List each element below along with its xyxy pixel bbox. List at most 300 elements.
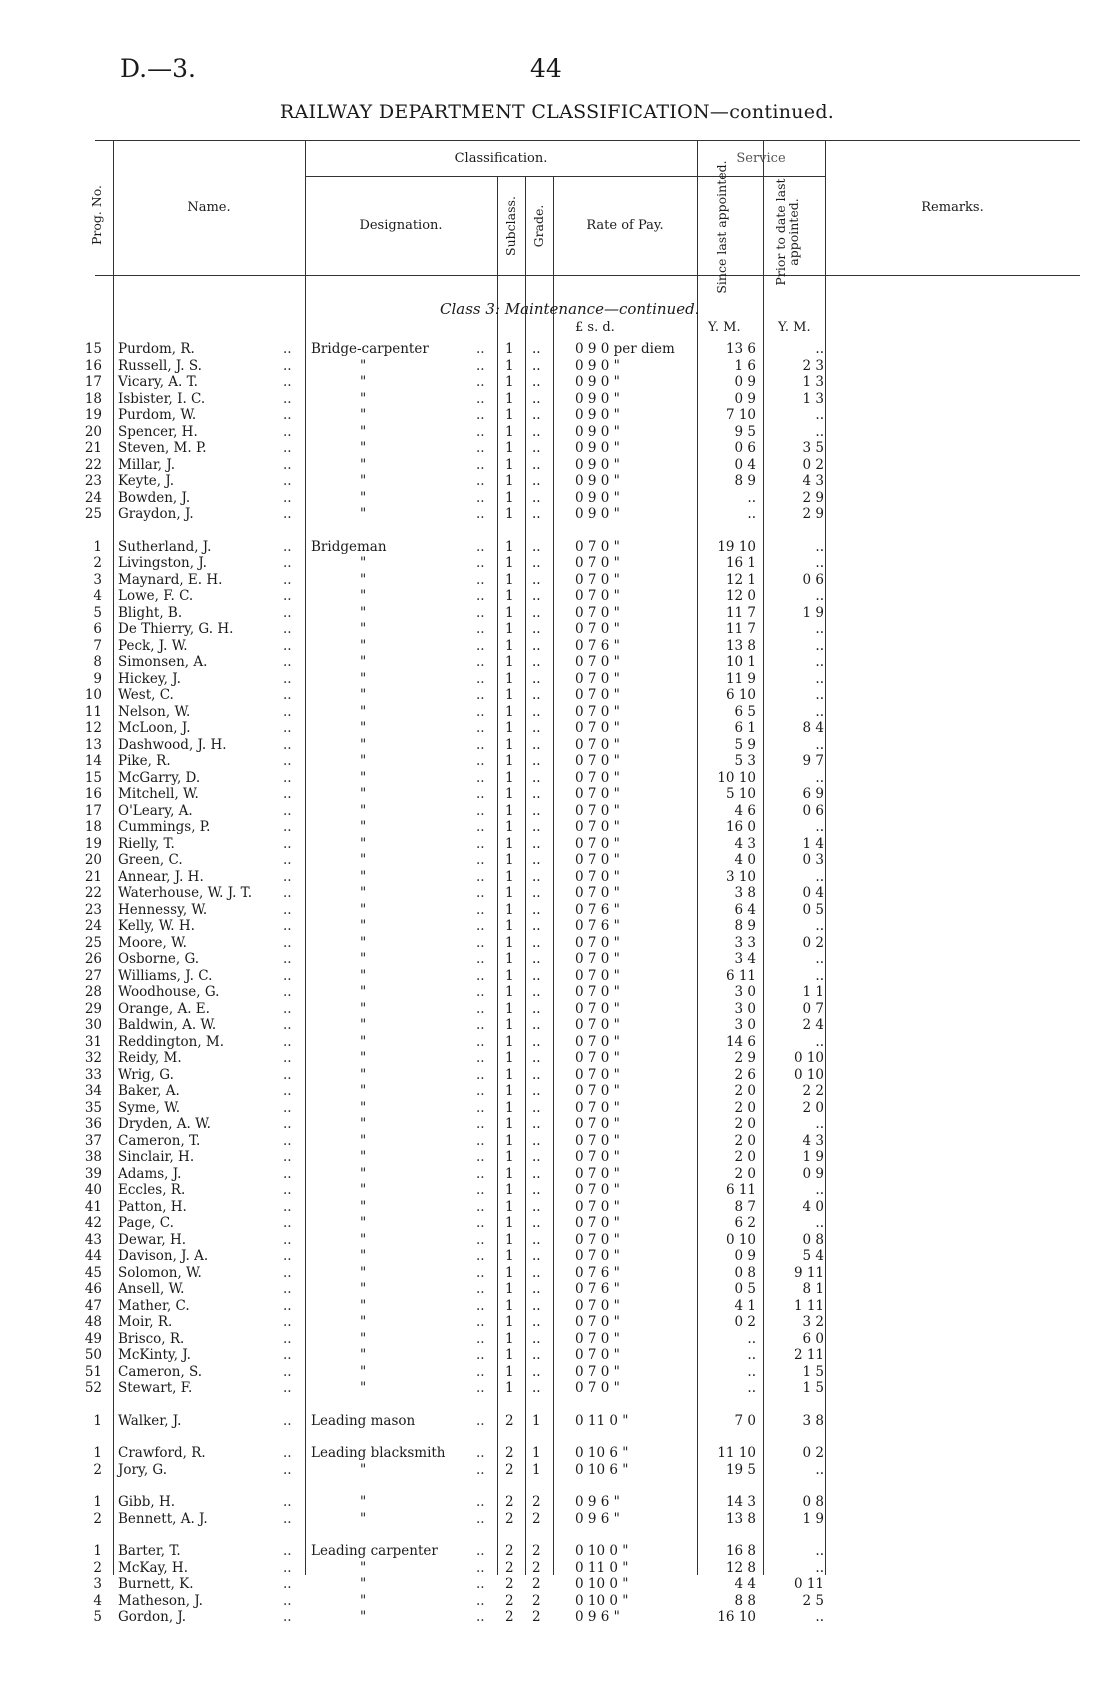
cell-des: ": [360, 571, 367, 588]
name-leader-dots: ..: [283, 1066, 292, 1083]
col-header-designation: Designation.: [359, 218, 443, 233]
cell-rate: 0 7 6 ": [575, 918, 620, 934]
cell-des: ": [360, 1461, 367, 1478]
cell-rate: 0 7 0 ": [575, 1314, 620, 1330]
cell-grade: ..: [532, 341, 541, 357]
designation-leader-dots: ..: [476, 1248, 485, 1264]
cell-n: 28: [84, 984, 102, 1000]
cell-rate: 0 7 0 ": [575, 1066, 620, 1083]
cell-prior: ..: [815, 769, 824, 786]
designation-leader-dots: ..: [476, 489, 485, 506]
cell-rate: 0 7 0 ": [575, 538, 620, 555]
cell-prior: ..: [815, 423, 824, 440]
cell-prior: 0 9: [802, 1165, 824, 1182]
name-leader-dots: ..: [283, 736, 292, 753]
cell-des: ": [360, 390, 367, 407]
designation-leader-dots: ..: [476, 1017, 485, 1033]
cell-name: Barter, T.: [118, 1543, 181, 1559]
cell-rate: 0 7 0 ": [575, 868, 620, 885]
cell-n: 5: [93, 1609, 102, 1625]
cell-grade: ..: [532, 769, 541, 786]
cell-prior: 9 7: [802, 753, 824, 769]
cell-name: Osborne, G.: [118, 951, 200, 967]
cell-grade: ..: [532, 1231, 541, 1248]
cell-n: 21: [84, 440, 102, 456]
name-leader-dots: ..: [283, 1445, 292, 1461]
designation-leader-dots: ..: [476, 1066, 485, 1083]
designation-leader-dots: ..: [476, 456, 485, 473]
cell-prior: 1 3: [802, 374, 824, 390]
cell-sub: 1: [505, 1099, 514, 1116]
cell-prior: 2 4: [802, 1017, 824, 1033]
cell-sub: 1: [505, 1198, 514, 1215]
cell-des: ": [360, 1347, 367, 1363]
cell-rate: 0 7 0 ": [575, 934, 620, 951]
designation-leader-dots: ..: [476, 670, 485, 687]
cell-name: Vicary, A. T.: [118, 374, 198, 390]
cell-name: Bowden, J.: [118, 489, 191, 506]
cell-n: 1: [93, 538, 102, 555]
table-row: [0, 687, 1114, 703]
cell-prior: ..: [815, 621, 824, 637]
cell-since: 9 5: [734, 423, 756, 440]
cell-prior: ..: [815, 1033, 824, 1050]
cell-prior: ..: [815, 538, 824, 555]
cell-since: 4 4: [734, 1576, 756, 1592]
table-row: [0, 852, 1114, 868]
cell-prior: 2 2: [802, 1083, 824, 1099]
cell-name: Davison, J. A.: [118, 1248, 209, 1264]
table-row: [0, 819, 1114, 835]
name-leader-dots: ..: [283, 918, 292, 934]
name-leader-dots: ..: [283, 885, 292, 901]
cell-grade: ..: [532, 934, 541, 951]
cell-rate: 0 7 0 ": [575, 670, 620, 687]
cell-des: ": [360, 984, 367, 1000]
cell-grade: ..: [532, 703, 541, 720]
cell-since: 16 0: [725, 819, 756, 835]
table-row: [0, 951, 1114, 967]
cell-des: ": [360, 1017, 367, 1033]
cell-rate: 0 7 0 ": [575, 802, 620, 819]
table-row: [0, 341, 1114, 357]
table-row: [0, 555, 1114, 571]
name-leader-dots: ..: [283, 1412, 292, 1429]
cell-rate: 0 7 0 ": [575, 786, 620, 802]
cell-n: 22: [84, 456, 102, 473]
cell-sub: 1: [505, 1330, 514, 1347]
cell-grade: ..: [532, 1281, 541, 1297]
cell-rate: 0 7 0 ": [575, 604, 620, 621]
cell-n: 48: [84, 1314, 102, 1330]
cell-n: 43: [84, 1231, 102, 1248]
cell-since: 13 6: [725, 341, 756, 357]
table-row: [0, 902, 1114, 918]
cell-prior: 0 10: [793, 1066, 824, 1083]
cell-n: 22: [84, 885, 102, 901]
cell-des: ": [360, 901, 367, 918]
cell-prior: 0 2: [802, 1445, 824, 1461]
cell-des: ": [360, 1132, 367, 1149]
cell-sub: 1: [505, 1281, 514, 1297]
designation-leader-dots: ..: [476, 423, 485, 440]
cell-rate: 0 7 0 ": [575, 967, 620, 984]
cell-name: Dashwood, J. H.: [118, 736, 227, 753]
cell-n: 15: [84, 769, 102, 786]
table-row: [0, 424, 1114, 440]
cell-prior: 1 9: [802, 1510, 824, 1527]
cell-name: Pike, R.: [118, 753, 171, 769]
cell-des: ": [360, 1264, 367, 1281]
cell-des: ": [360, 588, 367, 604]
cell-des: ": [360, 885, 367, 901]
cell-rate: 0 9 6 ": [575, 1510, 620, 1527]
designation-leader-dots: ..: [476, 637, 485, 654]
cell-prior: ..: [815, 1543, 824, 1559]
cell-rate: 0 7 0 ": [575, 951, 620, 967]
name-leader-dots: ..: [283, 473, 292, 489]
cell-since: 10 10: [717, 769, 756, 786]
name-leader-dots: ..: [283, 1576, 292, 1592]
cell-grade: ..: [532, 621, 541, 637]
cell-name: Dewar, H.: [118, 1231, 187, 1248]
cell-name: Hickey, J.: [118, 670, 181, 687]
cell-n: 18: [84, 390, 102, 407]
cell-name: Lowe, F. C.: [118, 588, 194, 604]
cell-des: ": [360, 951, 367, 967]
cell-grade: ..: [532, 374, 541, 390]
cell-prior: 5 4: [802, 1248, 824, 1264]
cell-sub: 2: [505, 1510, 514, 1527]
cell-n: 14: [84, 753, 102, 769]
name-leader-dots: ..: [283, 1297, 292, 1314]
cell-rate: 0 7 0 ": [575, 1132, 620, 1149]
cell-des: ": [360, 1609, 367, 1625]
cell-des: ": [360, 1083, 367, 1099]
cell-since: 0 2: [734, 1314, 756, 1330]
cell-des: ": [360, 473, 367, 489]
cell-since: 0 9: [734, 1248, 756, 1264]
cell-sub: 1: [505, 390, 514, 407]
cell-n: 18: [84, 819, 102, 835]
cell-since: 12 1: [725, 571, 756, 588]
cell-sub: 1: [505, 604, 514, 621]
name-leader-dots: ..: [283, 1510, 292, 1527]
name-leader-dots: ..: [283, 1215, 292, 1231]
cell-sub: 2: [505, 1592, 514, 1609]
cell-rate: 0 10 0 ": [575, 1592, 629, 1609]
cell-name: Baldwin, A. W.: [118, 1017, 217, 1033]
cell-n: 1: [93, 1445, 102, 1461]
cell-rate: 0 7 0 ": [575, 769, 620, 786]
table-row: [0, 918, 1114, 934]
cell-name: Nelson, W.: [118, 703, 191, 720]
cell-des: ": [360, 703, 367, 720]
designation-leader-dots: ..: [476, 654, 485, 670]
cell-since: 11 7: [725, 621, 756, 637]
name-leader-dots: ..: [283, 984, 292, 1000]
cell-des: ": [360, 967, 367, 984]
designation-leader-dots: ..: [476, 951, 485, 967]
table-row: [0, 473, 1114, 489]
table-row: [0, 1248, 1114, 1264]
cell-since: 16 8: [725, 1543, 756, 1559]
cell-n: 19: [84, 835, 102, 852]
table-row: [0, 1232, 1114, 1248]
name-leader-dots: ..: [283, 802, 292, 819]
name-leader-dots: ..: [283, 1330, 292, 1347]
cell-rate: 0 7 0 ": [575, 1347, 620, 1363]
designation-leader-dots: ..: [476, 1314, 485, 1330]
cell-grade: ..: [532, 984, 541, 1000]
cell-since: 6 11: [725, 967, 756, 984]
name-leader-dots: ..: [283, 1050, 292, 1066]
table-row: [0, 1462, 1114, 1478]
name-leader-dots: ..: [283, 1000, 292, 1017]
cell-sub: 1: [505, 835, 514, 852]
cell-sub: 1: [505, 1264, 514, 1281]
cell-since: 11 7: [725, 604, 756, 621]
cell-n: 36: [84, 1116, 102, 1132]
cell-prior: 4 3: [802, 473, 824, 489]
cell-des: ": [360, 1510, 367, 1527]
cell-prior: 2 0: [802, 1099, 824, 1116]
table-row: [0, 572, 1114, 588]
cell-grade: ..: [532, 868, 541, 885]
table-row: [0, 1593, 1114, 1609]
cell-prior: ..: [815, 687, 824, 703]
designation-leader-dots: ..: [476, 984, 485, 1000]
cell-sub: 1: [505, 769, 514, 786]
name-leader-dots: ..: [283, 1314, 292, 1330]
cell-des: ": [360, 407, 367, 423]
cell-rate: 0 7 0 ": [575, 1116, 620, 1132]
cell-grade: 1: [532, 1412, 541, 1429]
cell-prior: 0 10: [793, 1050, 824, 1066]
cell-sub: 1: [505, 1165, 514, 1182]
designation-leader-dots: ..: [476, 687, 485, 703]
cell-sub: 1: [505, 868, 514, 885]
designation-leader-dots: ..: [476, 1380, 485, 1396]
cell-name: Burnett, K.: [118, 1576, 194, 1592]
cell-sub: 1: [505, 670, 514, 687]
cell-sub: 1: [505, 687, 514, 703]
cell-since: 10 1: [725, 654, 756, 670]
cell-sub: 1: [505, 1347, 514, 1363]
cell-since: ..: [747, 489, 756, 506]
classification-rule: [305, 176, 825, 177]
cell-rate: 0 9 0 ": [575, 374, 620, 390]
cell-rate: 0 7 0 ": [575, 1182, 620, 1198]
cell-since: 3 8: [734, 885, 756, 901]
cell-grade: ..: [532, 819, 541, 835]
cell-since: 8 7: [734, 1198, 756, 1215]
cell-n: 12: [84, 720, 102, 736]
cell-n: 16: [84, 786, 102, 802]
cell-name: Baker, A.: [118, 1083, 180, 1099]
cell-since: 5 10: [725, 786, 756, 802]
cell-n: 51: [84, 1363, 102, 1380]
cell-sub: 1: [505, 1066, 514, 1083]
cell-prior: 9 11: [793, 1264, 824, 1281]
cell-name: Millar, J.: [118, 456, 176, 473]
cell-prior: 3 5: [802, 440, 824, 456]
col-header-prior: Prior to date last appointed.: [773, 178, 801, 286]
cell-n: 37: [84, 1132, 102, 1149]
table-row: [0, 1298, 1114, 1314]
cell-des: ": [360, 357, 367, 374]
cell-rate: 0 7 0 ": [575, 885, 620, 901]
cell-since: 2 0: [734, 1099, 756, 1116]
cell-since: 0 9: [734, 390, 756, 407]
name-leader-dots: ..: [283, 720, 292, 736]
col-header-prog-no: Prog. No.: [89, 184, 104, 246]
cell-des: ": [360, 802, 367, 819]
cell-sub: 1: [505, 967, 514, 984]
name-leader-dots: ..: [283, 1281, 292, 1297]
designation-leader-dots: ..: [476, 1264, 485, 1281]
cell-name: Kelly, W. H.: [118, 918, 195, 934]
cell-name: Waterhouse, W. J. T.: [118, 885, 252, 901]
designation-leader-dots: ..: [476, 918, 485, 934]
cell-des: ": [360, 670, 367, 687]
designation-leader-dots: ..: [476, 786, 485, 802]
name-leader-dots: ..: [283, 819, 292, 835]
table-row: [0, 803, 1114, 819]
cell-sub: 1: [505, 506, 514, 522]
cell-grade: ..: [532, 637, 541, 654]
designation-leader-dots: ..: [476, 1182, 485, 1198]
cell-n: 2: [93, 555, 102, 571]
cell-grade: ..: [532, 753, 541, 769]
name-leader-dots: ..: [283, 852, 292, 868]
cell-n: 8: [93, 654, 102, 670]
cell-since: ..: [747, 1330, 756, 1347]
cell-n: 9: [93, 670, 102, 687]
cell-name: O'Leary, A.: [118, 802, 193, 819]
cell-name: Gordon, J.: [118, 1609, 187, 1625]
cell-name: Reidy, M.: [118, 1050, 182, 1066]
designation-leader-dots: ..: [476, 934, 485, 951]
designation-leader-dots: ..: [476, 1231, 485, 1248]
cell-grade: ..: [532, 604, 541, 621]
cell-rate: 0 7 0 ": [575, 1149, 620, 1165]
name-leader-dots: ..: [283, 621, 292, 637]
cell-prior: 0 11: [793, 1576, 824, 1592]
name-leader-dots: ..: [283, 1116, 292, 1132]
name-leader-dots: ..: [283, 538, 292, 555]
designation-leader-dots: ..: [476, 1609, 485, 1625]
cell-name: Williams, J. C.: [118, 967, 213, 984]
table-row: [0, 704, 1114, 720]
name-leader-dots: ..: [283, 1248, 292, 1264]
cell-sub: 1: [505, 407, 514, 423]
cell-n: 24: [84, 918, 102, 934]
table-row: [0, 1199, 1114, 1215]
cell-sub: 2: [505, 1559, 514, 1576]
cell-rate: 0 7 0 ": [575, 621, 620, 637]
name-leader-dots: ..: [283, 571, 292, 588]
designation-leader-dots: ..: [476, 819, 485, 835]
cell-grade: ..: [532, 1297, 541, 1314]
cell-grade: ..: [532, 835, 541, 852]
cell-prior: 0 5: [802, 901, 824, 918]
cell-since: ..: [747, 1347, 756, 1363]
table-row: [0, 539, 1114, 555]
table-row: [0, 1511, 1114, 1527]
designation-leader-dots: ..: [476, 538, 485, 555]
cell-since: 1 6: [734, 357, 756, 374]
name-leader-dots: ..: [283, 1592, 292, 1609]
cell-sub: 1: [505, 440, 514, 456]
name-leader-dots: ..: [283, 555, 292, 571]
cell-rate: 0 7 6 ": [575, 1264, 620, 1281]
table-row: [0, 1116, 1114, 1132]
table-row: [0, 935, 1114, 951]
cell-name: Cameron, S.: [118, 1363, 203, 1380]
cell-grade: ..: [532, 423, 541, 440]
cell-rate: 0 7 0 ": [575, 588, 620, 604]
cell-prior: ..: [815, 1461, 824, 1478]
designation-leader-dots: ..: [476, 1281, 485, 1297]
cell-sub: 1: [505, 637, 514, 654]
cell-grade: ..: [532, 1264, 541, 1281]
name-leader-dots: ..: [283, 1461, 292, 1478]
cell-grade: ..: [532, 918, 541, 934]
cell-since: ..: [747, 1380, 756, 1396]
cell-name: McKinty, J.: [118, 1347, 191, 1363]
name-leader-dots: ..: [283, 835, 292, 852]
cell-prior: 3 2: [802, 1314, 824, 1330]
cell-n: 21: [84, 868, 102, 885]
name-leader-dots: ..: [283, 440, 292, 456]
cell-since: 5 9: [734, 736, 756, 753]
table-row: [0, 621, 1114, 637]
designation-leader-dots: ..: [476, 1363, 485, 1380]
cell-name: Maynard, E. H.: [118, 571, 223, 588]
cell-since: ..: [747, 1363, 756, 1380]
cell-n: 5: [93, 604, 102, 621]
cell-n: 11: [84, 703, 102, 720]
cell-prior: ..: [815, 588, 824, 604]
cell-prior: 2 9: [802, 489, 824, 506]
designation-leader-dots: ..: [476, 588, 485, 604]
name-leader-dots: ..: [283, 1017, 292, 1033]
cell-since: 2 0: [734, 1132, 756, 1149]
cell-grade: 2: [532, 1559, 541, 1576]
designation-leader-dots: ..: [476, 901, 485, 918]
table-row: [0, 1017, 1114, 1033]
cell-des: Leading blacksmith: [311, 1445, 446, 1461]
designation-leader-dots: ..: [476, 390, 485, 407]
cell-since: 0 4: [734, 456, 756, 473]
name-leader-dots: ..: [283, 1543, 292, 1559]
cell-sub: 1: [505, 1132, 514, 1149]
cell-grade: ..: [532, 538, 541, 555]
cell-name: Woodhouse, G.: [118, 984, 220, 1000]
cell-prior: 2 3: [802, 357, 824, 374]
cell-n: 3: [93, 571, 102, 588]
cell-n: 2: [93, 1510, 102, 1527]
table-row: [0, 1380, 1114, 1396]
cell-grade: ..: [532, 1248, 541, 1264]
cell-sub: 1: [505, 852, 514, 868]
cell-rate: 0 9 0 ": [575, 423, 620, 440]
name-leader-dots: ..: [283, 1149, 292, 1165]
cell-grade: ..: [532, 736, 541, 753]
table-row: [0, 786, 1114, 802]
cell-n: 49: [84, 1330, 102, 1347]
